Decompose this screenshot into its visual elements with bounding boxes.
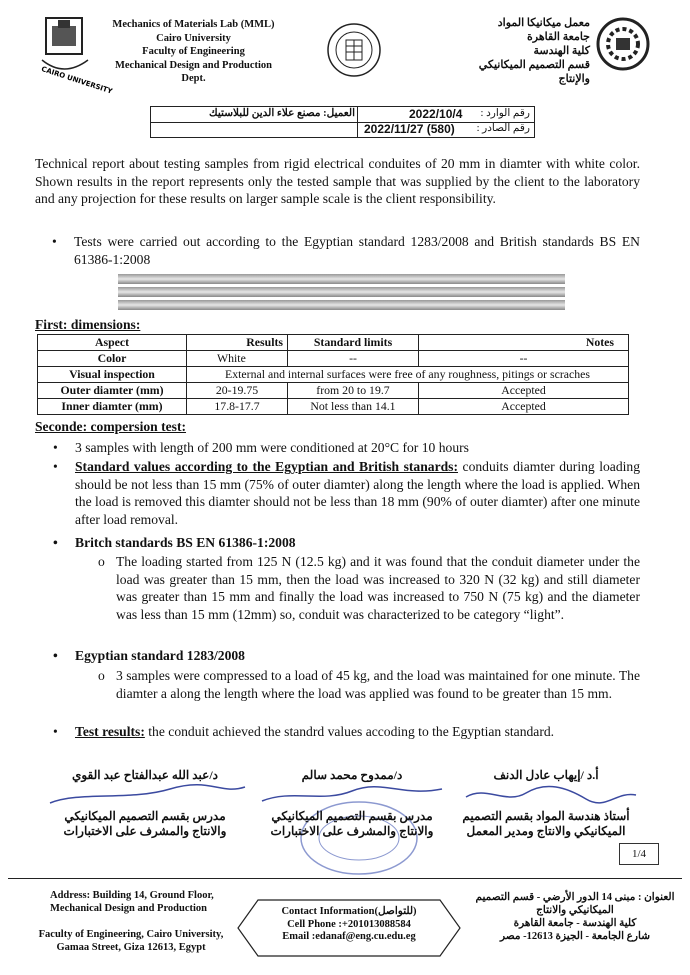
contact-phone: Cell Phone :+201013088584 [287,918,411,930]
cell-limit: from 20 to 19.7 [288,383,419,399]
outgoing-number: 2022/11/27 (580) [364,122,455,136]
contact-title: Contact Information(للتواصل) [281,906,417,917]
cell-note: Accepted [419,383,629,399]
signatory-name: د/ممدوح محمد سالم [301,768,403,782]
standards-text: Tests were carried out according to the Egyptian standard 1283/2008 and British standards BS EN 61386-1:2008 [74,234,640,267]
cell-limit: Not less than 14.1 [288,399,419,415]
signatory-title: والانتاج والمشرف على الاختبارات [270,824,434,838]
header-ar-line: والإنتاج [558,73,590,85]
bullet-label: Egyptian standard 1283/2008 [75,648,245,663]
compression-bullet-2 [53,458,640,528]
sub-bullet-text: The loading started from 125 N (12.5 kg) and it was found that the conduit diameter under the load was greater than 15 mm, then the load was increased to 320 N (32 kg) and still diameter was greater than 15 mm and finally the load was increased to 750 N (75 kg) and the diameter was less than 15 mm (12mm) so, conduit was characterized to be category “light”. [116,554,640,622]
footer-address-en [50,889,240,915]
bullet-dot: • [53,648,58,663]
compression-sub-bullet-4 [98,667,640,702]
compression-bullet-4 [53,647,640,665]
bullet-dot: • [53,459,58,474]
footer-line: كلية الهندسة - جامعة القاهرة [513,918,637,929]
footer-address-ar [470,891,680,943]
footer-line: Faculty of Engineering, Cairo University, [38,929,224,940]
dimensions-title: First: dimensions: [35,317,141,332]
header-aspect: Aspect [38,335,187,351]
cell-aspect: Color [38,351,187,367]
table-row [38,383,629,399]
cell-result: White [187,351,288,367]
footer-line: شارع الجامعة - الجيزة 12613- مصر [499,931,650,942]
signatory-title: والانتاج والمشرف على الاختبارات [63,824,227,838]
cell-limit: -- [288,351,419,367]
signatory-name: د/عبد الله عبدالفتاح عبد القوي [71,768,219,782]
handwritten-signature [446,783,646,805]
footer-line: Mechanical Design and Production [50,903,208,914]
outgoing-label: رقم الصادر : [476,123,530,134]
conduit-sample-photo [118,272,565,312]
cell-note: -- [419,351,629,367]
cell-note: Accepted [419,399,629,415]
footer-line: العنوان : مبنى 14 الدور الأرضي - قسم التصميم [475,892,675,903]
footer-address-en-2 [16,928,246,954]
contact-email: Email :edanaf@eng.cu.edu.eg [282,931,416,942]
bullet-label: Standard values according to the Egyptian and British stanards: [75,459,458,474]
signatory-title: مدرس بقسم التصميم الميكانيكي [271,809,433,823]
bullet-label: Britch standards BS EN 61386-1:2008 [75,535,296,550]
bullet-dot: • [52,234,57,249]
table-row [38,399,629,415]
bullet-text: the conduit achieved the standrd values accoding to the Egyptian standard. [144,724,555,739]
cell-aspect: Outer diamter (mm) [38,383,187,399]
bullet-dot: • [53,440,58,455]
header-ar-line: جامعة القاهرة [527,31,590,43]
client-name: العميل: مصنع علاء الدين للبلاستيك [209,108,355,119]
table-row [38,351,629,367]
bullet-dot: • [53,724,58,739]
signature-block-director [446,768,646,839]
handwritten-signature [40,783,250,805]
signatory-name: أ.د /إيهاب عادل الدنف [493,768,599,782]
cell-result: 17.8-17.7 [187,399,288,415]
sub-bullet-text: 3 samples were compressed to a load of 45 kg, and the load was maintained for one minute. The diamter a along the length where the load was applied was found to be greater than 15 mm. [116,668,640,701]
header-notes: Notes [419,335,629,351]
sub-bullet-circle: o [98,554,105,569]
header-ar-line: قسم التصميم الميكانيكي [478,59,590,71]
header-en-line: Mechanics of Materials Lab (MML) [112,19,275,30]
header-en-line: Cairo University [156,32,231,44]
compression-bullet-1 [53,439,640,457]
compression-bullet-3 [53,534,640,552]
header-limits: Standard limits [288,335,419,351]
signature-block-supervisor-2 [40,768,250,839]
signature-block-supervisor-1 [252,768,452,839]
cairo-university-logo [38,14,114,96]
compression-bullet-5 [53,723,570,741]
cell-aspect: Inner diamter (mm) [38,399,187,415]
header-ar-line: كلية الهندسة [533,45,590,57]
header-en-line: Faculty of Engineering [142,46,245,57]
cell-aspect: Visual inspection [38,367,187,383]
page-number: 1/4 [619,843,659,865]
header-en-line: Mechanical Design and Production [114,59,273,71]
incoming-label: رقم الوارد : [480,108,530,119]
table-row [38,367,629,383]
report-introduction [35,155,640,208]
header-ar-line: معمل ميكانيكا المواد [497,17,590,29]
lab-seal-logo [326,22,382,78]
bullet-text: conduits diamter during loading should be not less than 15 mm (75% of outer diamter) along the length where the load is applied. When the load is removed this diamter should not be less than 18 mm (90% of outer diamter) after one minute after load removal. [75,459,640,527]
logo-lettering: CAIRO UNIVERSITY [40,65,114,96]
reference-box [150,106,535,138]
cell-merged: External and internal surfaces were free of any roughness, pitings or scraches [187,367,629,383]
intro-paragraph: Technical report about testing samples from rigid electrical conduites of 20 mm in diamter with white color. Shown results in the report represents only the tested sample that was supplied by the client to the laboratory and any projection for these results on larger sample scale is the client responsibility. [35,156,640,206]
footer-divider [8,878,682,879]
compression-title: Seconde: compersion test: [35,419,187,434]
contact-box [236,898,462,958]
sub-bullet-circle: o [98,668,105,683]
signatory-title: الميكانيكي والانتاج ومدير المعمل [466,824,626,838]
header-english-block [96,18,291,86]
header-en-line: Dept. [181,73,206,84]
header-arabic-block [470,16,590,86]
signatory-title: أستاذ هندسة المواد بقسم التصميم [462,809,630,823]
signatory-title: مدرس بقسم التصميم الميكانيكي [64,809,226,823]
footer-line: Gamaa Street, Giza 12613, Egypt [56,942,206,953]
incoming-number: 2022/10/4 [409,107,463,121]
footer-line: الميكانيكي والانتاج [536,905,614,916]
table-header-row [38,335,629,351]
footer-line: Address: Building 14, Ground Floor, [50,890,214,901]
bullet-text: 3 samples with length of 200 mm were conditioned at 20°C for 10 hours [75,440,469,455]
compression-sub-bullet-3 [98,553,640,623]
header-results: Results [187,335,288,351]
bullet-dot: • [53,535,58,550]
cell-result: 20-19.75 [187,383,288,399]
dimensions-table [37,334,629,415]
bullet-label: Test results: [75,724,145,739]
faculty-logo [596,16,650,72]
handwritten-signature [252,783,452,805]
